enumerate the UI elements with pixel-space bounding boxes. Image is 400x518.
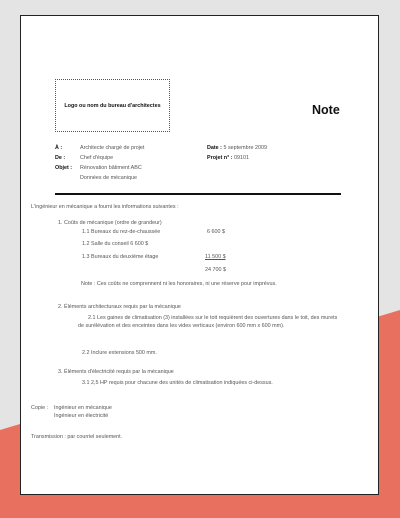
header-left xyxy=(55,143,144,183)
memo-page xyxy=(20,15,379,495)
item-1-1-value: 6 600 $ xyxy=(207,229,225,235)
item-1-3-value: 11 500 $ xyxy=(205,254,226,260)
logo-placeholder[interactable] xyxy=(55,79,170,132)
intro-text: L'ingénieur en mécanique a fourni les informations suivantes : xyxy=(31,204,179,210)
date-label: Date : xyxy=(207,145,222,151)
item-1-3-label: 1.3 Bureaux du deuxième étage xyxy=(82,254,159,260)
header-right xyxy=(207,143,267,163)
project-label: Projet n° : xyxy=(207,155,233,161)
section-3-title: 3. Éléments d'électricité requis par la mécanique xyxy=(58,369,174,375)
to-value: Architecte chargé de projet xyxy=(80,145,145,151)
section-1-title: 1. Coûts de mécanique (ordre de grandeur) xyxy=(58,220,162,226)
item-2-2: 2.2 Inclure extensions 500 mm. xyxy=(82,350,157,356)
copy-recipient-1: Ingénieur en mécanique xyxy=(54,405,112,411)
section-1-note: Note : Ces coûts ne comprennent ni les honoraires, ni une réserve pour imprévus. xyxy=(81,281,277,287)
subject-value-2: Données de mécanique xyxy=(80,175,137,181)
transmission-text: Transmission : par courriel seulement. xyxy=(31,434,123,440)
item-2-1: 2.1 Les gaines de climatisation (3) installées sur le toit requièrent des ouvertures dans le toit, des murets de surélévation et des enceintes dans les vides verticaux (environ 600 mm x 600 mm). xyxy=(78,315,338,329)
section-1-total: 24 700 $ xyxy=(205,267,226,273)
to-label: À : xyxy=(55,145,63,151)
copy-label: Copie : xyxy=(31,405,49,411)
item-1-2: 1.2 Salle du conseil 6 600 $ xyxy=(82,241,149,247)
header-divider xyxy=(55,193,341,195)
project-value: 09101 xyxy=(234,155,250,161)
item-1-1-label: 1.1 Bureaux du rez-de-chaussée xyxy=(82,229,161,235)
subject-label: Objet : xyxy=(55,165,73,171)
section-2-title: 2. Éléments architecturaux requis par la mécanique xyxy=(58,304,181,310)
subject-value-1: Rénovation bâtiment ABC xyxy=(80,165,142,171)
date-value: 5 septembre 2009 xyxy=(223,145,267,151)
page-title: Note xyxy=(312,103,340,117)
item-3-1: 3.1 2,5 HP requis pour chacune des unités de climatisation indiquées ci-dessus. xyxy=(82,380,273,386)
logo-text: Logo ou nom du bureau d'architectes xyxy=(64,102,161,109)
copy-recipient-2: Ingénieur en électricité xyxy=(54,413,109,419)
from-value: Chef d'équipe xyxy=(80,155,114,161)
from-label: De : xyxy=(55,155,66,161)
